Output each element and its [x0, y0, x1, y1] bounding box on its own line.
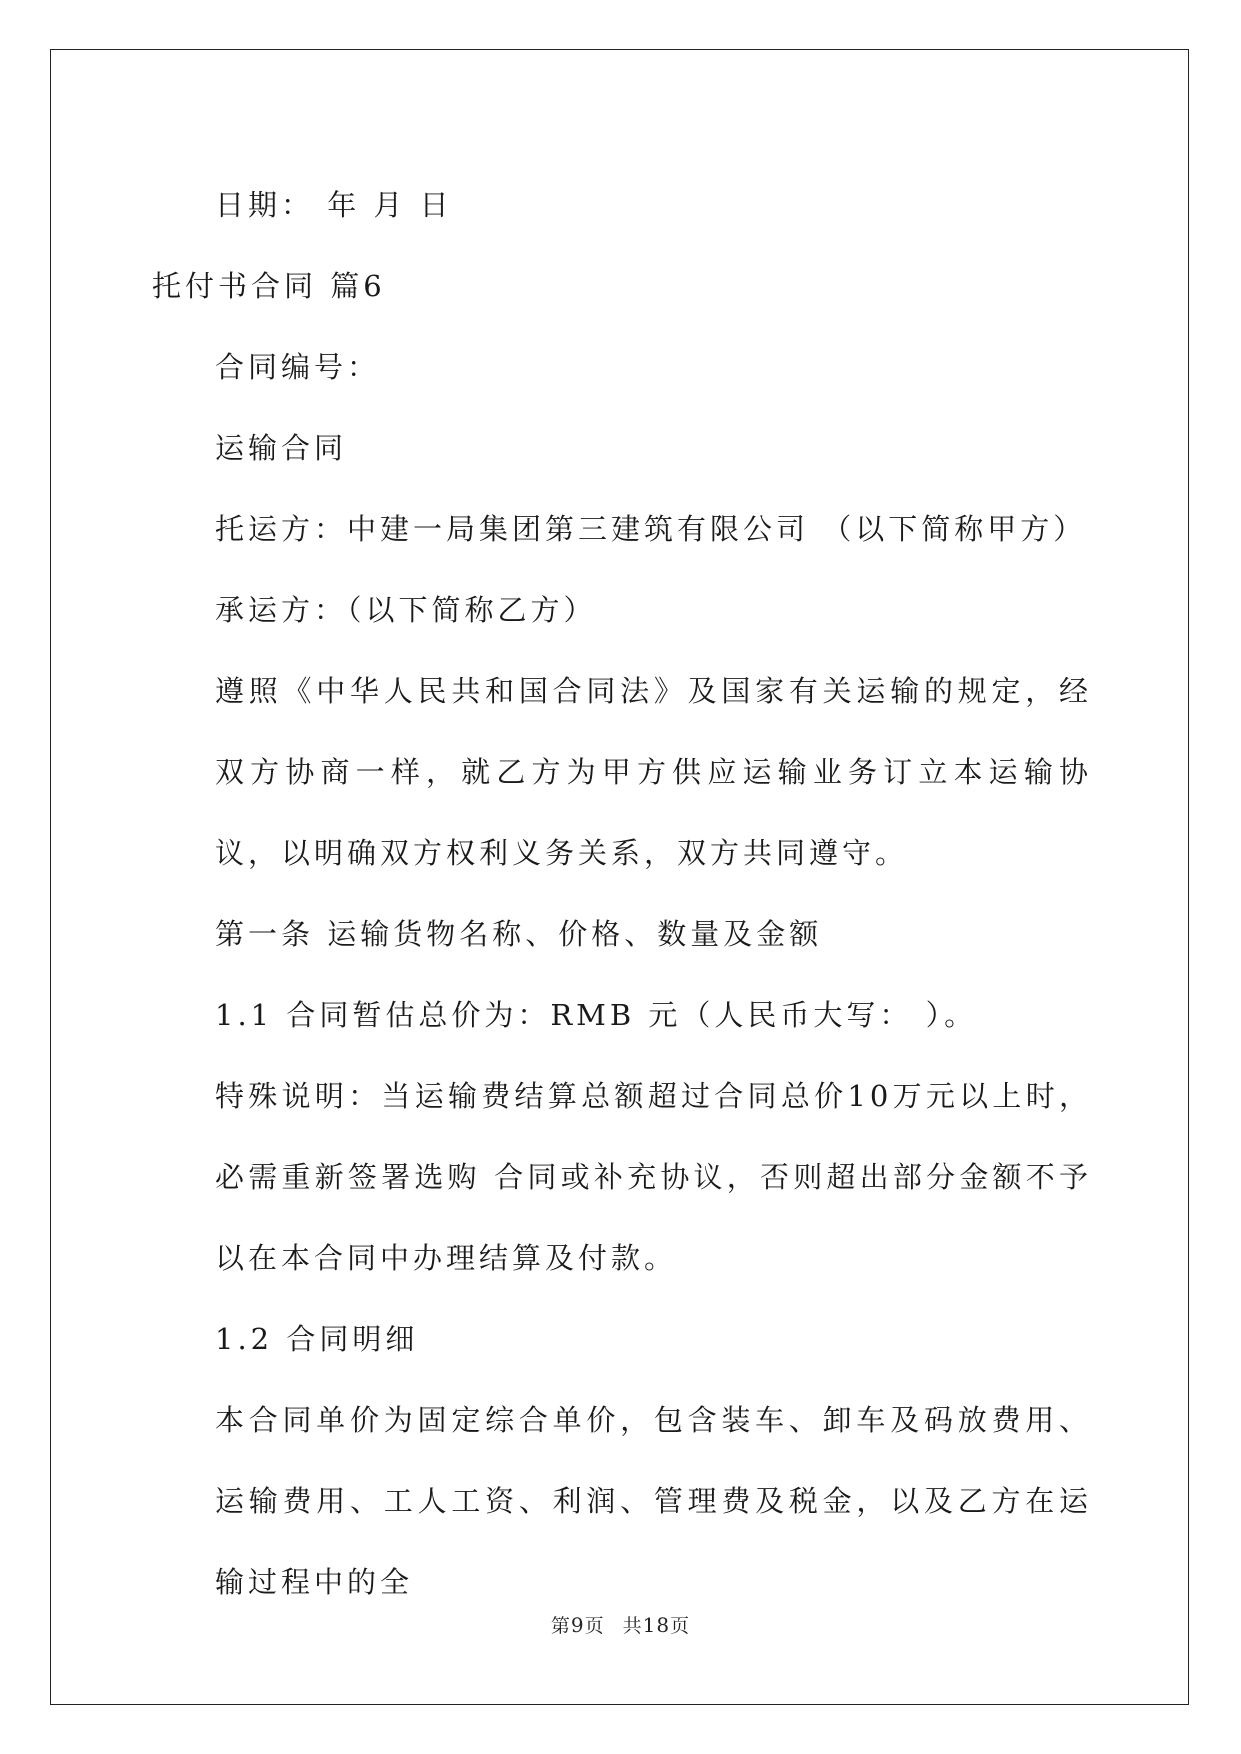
page-prefix: 第	[550, 1615, 571, 1637]
total-page-count: 18	[642, 1613, 671, 1637]
total-prefix: 共	[622, 1615, 643, 1637]
contract-title: 运输合同	[215, 431, 348, 465]
document-body	[152, 165, 1092, 1623]
page-suffix: 页	[584, 1615, 605, 1637]
clause-1-2: 1.2 合同明细	[215, 1322, 419, 1356]
contract-number-line: 合同编号：	[215, 350, 381, 384]
article-one-heading: 第一条 运输货物名称、价格、数量及金额	[215, 917, 823, 951]
date-line: 日期： 年 月 日	[215, 188, 453, 222]
page-footer	[0, 1611, 1241, 1638]
current-page-number: 9	[570, 1613, 585, 1637]
total-suffix: 页	[670, 1615, 691, 1637]
clause-1-1: 1.1 合同暂估总价为：RMB 元（人民币大写： ）。	[215, 998, 978, 1032]
section-heading: 托付书合同 篇6	[152, 269, 386, 303]
carrier-line: 承运方：（以下简称乙方）	[215, 593, 597, 627]
shipper-line: 托运方：中建一局集团第三建筑有限公司 （以下简称甲方）	[215, 512, 1087, 546]
special-note-paragraph: 特殊说明：当运输费结算总额超过合同总价10万元以上时，必需重新签署选购 合同或补充协议，否则超出部分金额不予以在本合同中办理结算及付款。	[215, 1079, 1092, 1275]
unit-price-paragraph: 本合同单价为固定综合单价，包含装车、卸车及码放费用、运输费用、工人工资、利润、管理费及税金，以及乙方在运输过程中的全	[215, 1403, 1092, 1599]
preamble-paragraph: 遵照《中华人民共和国合同法》及国家有关运输的规定，经双方协商一样，就乙方为甲方供应运输业务订立本运输协议，以明确双方权利义务关系，双方共同遵守。	[215, 674, 1092, 870]
